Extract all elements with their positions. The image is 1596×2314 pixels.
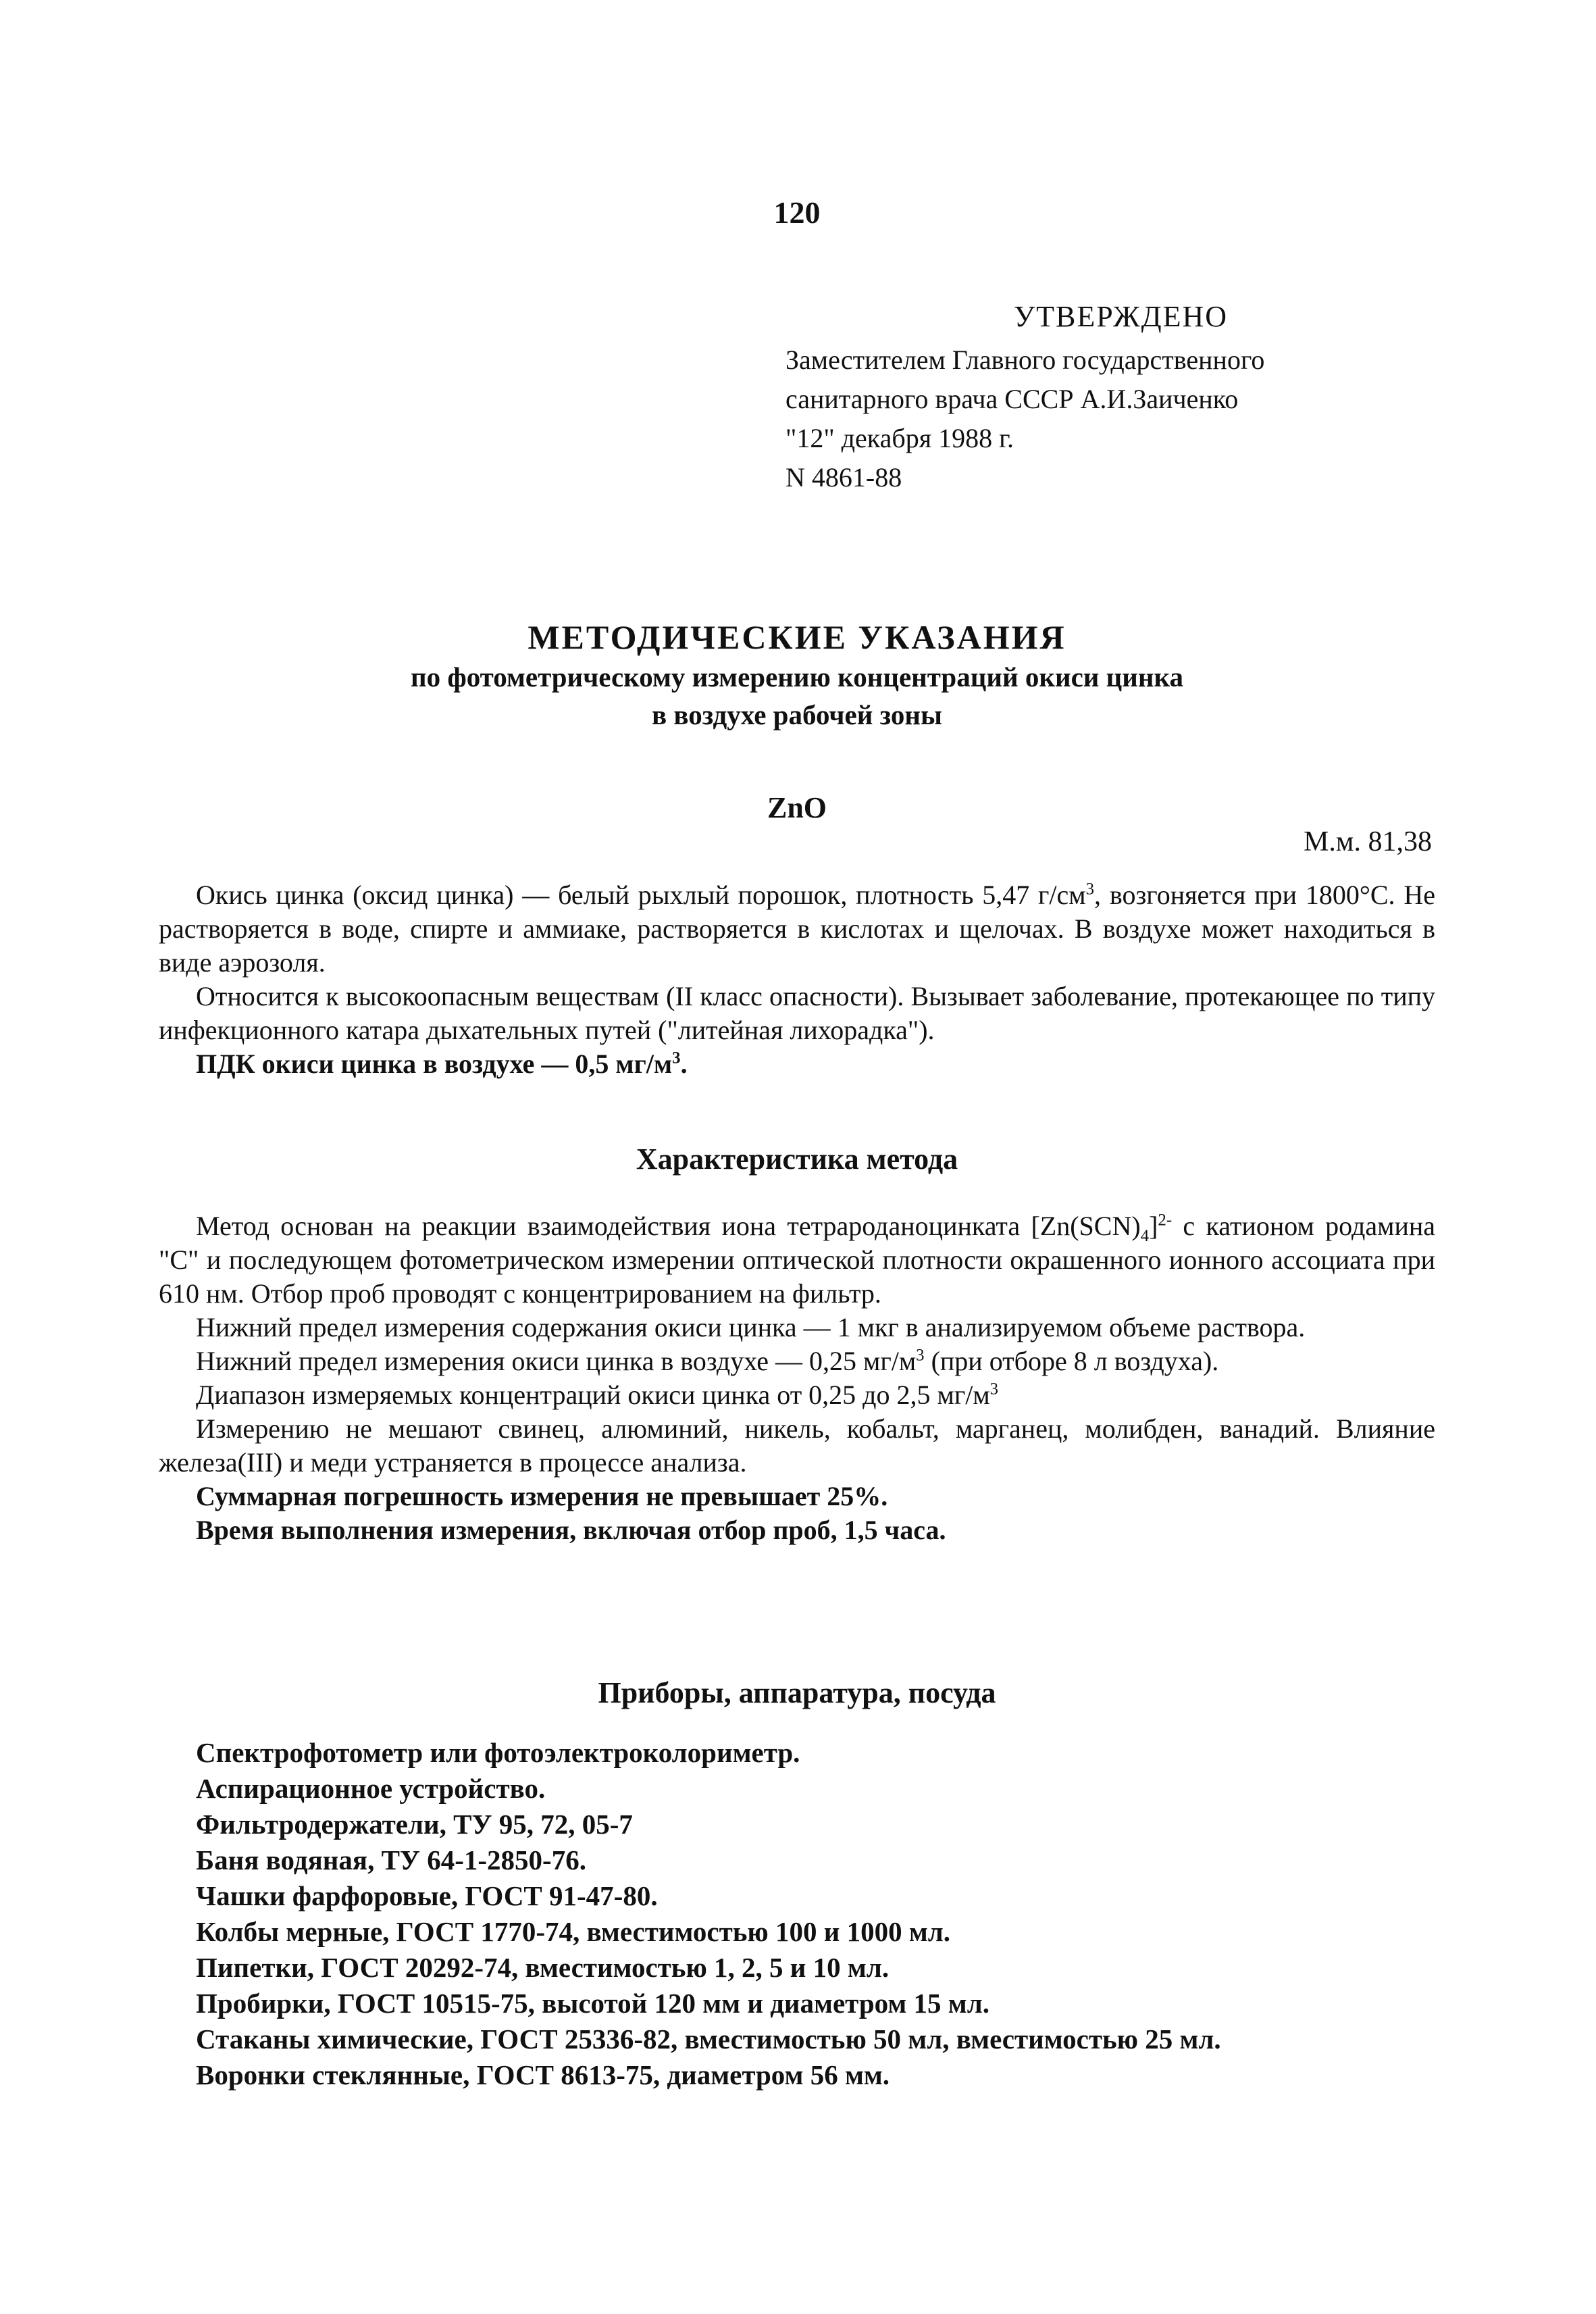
subscript: 4: [1140, 1227, 1150, 1245]
intro-paragraph: [159, 1047, 1435, 1081]
superscript: 3: [672, 1049, 681, 1067]
text-span: Диапазон измеряемых концентраций окиси цинка от 0,25 до 2,5 мг/м: [196, 1380, 990, 1410]
equipment-item: Пробирки, ГОСТ 10515-75, высотой 120 мм и диаметром 15 мл.: [196, 1988, 989, 2019]
equipment-item: Стаканы химические, ГОСТ 25336-82, вместимостью 50 мл, вместимостью 25 мл.: [196, 2023, 1221, 2055]
text-span: ]: [1149, 1211, 1158, 1241]
superscript: 3: [916, 1346, 925, 1365]
equipment-list: [196, 1735, 1412, 2093]
text-span: Нижний предел измерения окиси цинка в воздухе — 0,25 мг/м: [196, 1346, 917, 1376]
approval-line: санитарного врача СССР А.И.Заиченко: [786, 384, 1239, 414]
method-paragraph: [159, 1378, 1435, 1412]
title-block: [162, 616, 1432, 734]
text-span: (при отборе 8 л воздуха).: [924, 1346, 1219, 1376]
method-paragraph: Измерению не мешают свинец, алюминий, никель, кобальт, марганец, молибден, ванадий. Влияние железа(III) и меди устраняется в процессе анализа.: [159, 1413, 1435, 1478]
equipment-item: Фильтродержатели, ТУ 95, 72, 05-7: [196, 1809, 633, 1840]
section-heading-method: Характеристика метода: [636, 1142, 958, 1176]
approval-heading: УТВЕРЖДЕНО: [1014, 300, 1229, 333]
method-paragraph: Суммарная погрешность измерения не превышает 25%.: [196, 1481, 888, 1511]
molar-mass: М.м. 81,38: [1304, 826, 1432, 857]
superscript: 3: [1085, 880, 1095, 899]
text-span: Окись цинка (оксид цинка) — белый рыхлый порошок, плотность 5,47 г/см: [196, 880, 1086, 910]
method-paragraph: [159, 1344, 1435, 1378]
document-title: МЕТОДИЧЕСКИЕ УКАЗАНИЯ: [527, 618, 1066, 656]
method-paragraph: [159, 1209, 1435, 1311]
chemical-formula: ZnO: [767, 791, 827, 824]
equipment-item: Баня водяная, ТУ 64-1-2850-76.: [196, 1844, 586, 1876]
section-heading-equipment: Приборы, аппаратура, посуда: [598, 1676, 996, 1709]
approval-block: [786, 297, 1393, 497]
text-span: Метод основан на реакции взаимодействия иона тетрароданоцинката [Zn(SCN): [196, 1211, 1141, 1241]
equipment-item: Пипетки, ГОСТ 20292-74, вместимостью 1, 2, 5 и 10 мл.: [196, 1952, 890, 1983]
document-subtitle-line: по фотометрическому измерению концентраций окиси цинка: [410, 661, 1184, 693]
method-section: [159, 1209, 1435, 1547]
intro-paragraph: Относится к высокоопасным веществам (II класс опасности). Вызывает заболевание, протекающее по типу инфекционного катара дыхательных путей ("литейная лихорадка").: [159, 981, 1435, 1045]
equipment-item: Колбы мерные, ГОСТ 1770-74, вместимостью 100 и 1000 мл.: [196, 1916, 951, 1947]
approval-line: "12" декабря 1988 г.: [786, 423, 1014, 453]
approval-line: N 4861-88: [786, 462, 902, 493]
approval-line: Заместителем Главного государственного: [786, 345, 1265, 375]
equipment-item: Аспирационное устройство.: [196, 1773, 546, 1804]
equipment-item: Чашки фарфоровые, ГОСТ 91-47-80.: [196, 1880, 658, 1911]
text-span: , возгоняется при 1800°С. Не растворяется в воде, спирте и аммиаке, растворяется в кислотах и щелочах. В воздухе может находиться в виде аэрозоля.: [159, 880, 1435, 978]
text-span: .: [680, 1049, 688, 1079]
intro-paragraph: [159, 878, 1435, 980]
intro-section: [159, 878, 1435, 1081]
equipment-item: Спектрофотометр или фотоэлектроколориметр.: [196, 1737, 800, 1768]
equipment-item: Воронки стеклянные, ГОСТ 8613-75, диаметром 56 мм.: [196, 2059, 890, 2090]
page-number: 120: [773, 195, 821, 230]
superscript: 2-: [1158, 1211, 1173, 1230]
method-paragraph: Нижний предел измерения содержания окиси цинка — 1 мкг в анализируемом объеме раствора.: [196, 1312, 1306, 1342]
text-span: с катионом родамина "С" и последующем фотометрическом измерении оптической плотности окрашенного ионного ассоциата при 610 нм. Отбор проб проводят с концентрированием на фильтр.: [159, 1211, 1436, 1309]
text-span: ПДК окиси цинка в воздухе — 0,5 мг/м: [196, 1049, 673, 1079]
superscript: 3: [989, 1380, 999, 1399]
document-subtitle-line: в воздухе рабочей зоны: [652, 699, 942, 730]
method-paragraph: Время выполнения измерения, включая отбор проб, 1,5 часа.: [196, 1515, 946, 1545]
